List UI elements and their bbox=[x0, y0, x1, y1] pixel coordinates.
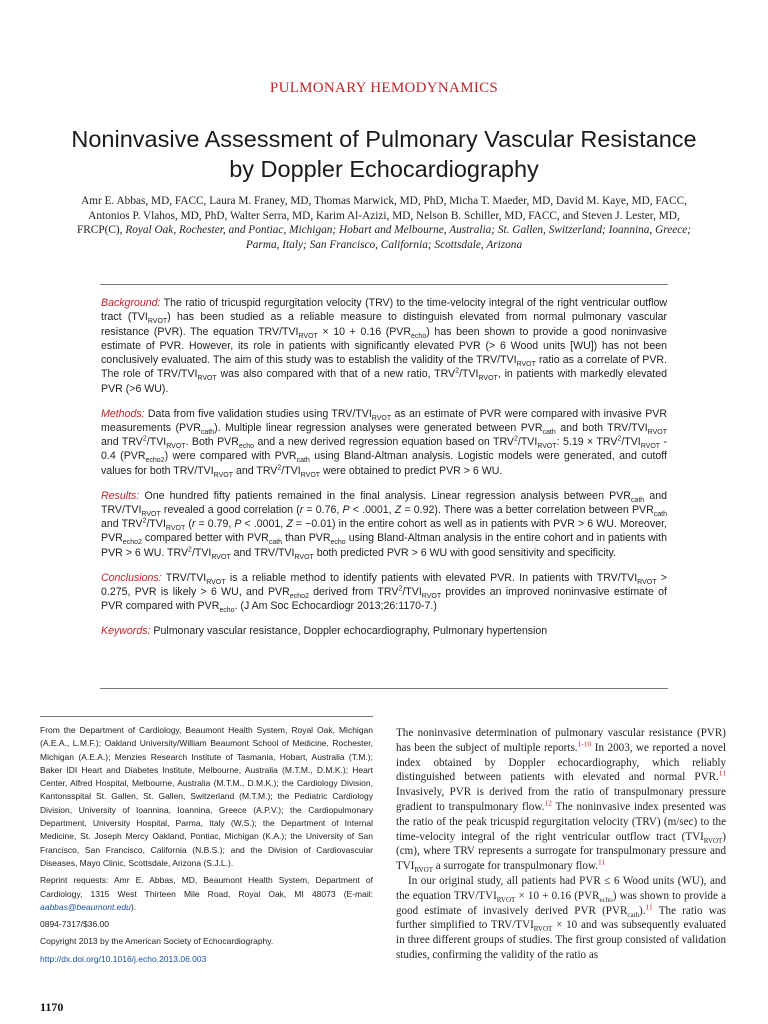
footnote-issn: 0894-7317/$36.00 bbox=[40, 919, 110, 930]
reprint-email[interactable]: aabbas@beaumont.edu bbox=[40, 901, 131, 912]
author-names: Amr E. Abbas, MD, FACC, Laura M. Franey, MD, Thomas Marwick, MD, PhD, Micha T. Maeder, MD, David M. Kaye, MD, FACC, Antonios P. Vlahos, MD, PhD, Walter Serra, MD, Karim Al-Azizi, MD, Nelson B. Schiller, MD, FACC, and Steven J. Lester, MD, FRCP(C), bbox=[76, 195, 687, 237]
abstract-conclusions: Conclusions: TRV/$TVI_{RVOT}$ is a reliable method to identify patients with elevated PVR. In patients with TRV/$TVI_{RVOT} > 0.275$, PVR is likely > 6 WU, and $PVR_{echo2}$ derived from $TRV^2/TVI_{RVOT}$ provides an improved noninvasive estimate of PVR compared with $PVR_{echo}$. (J Am Soc Echocardiogr 2013;26:1170-7.) bbox=[101, 571, 667, 615]
methods-label: Methods: bbox=[101, 407, 145, 420]
footnote-copyright: Copyright 2013 by the American Society of Echocardiography. bbox=[40, 936, 274, 947]
footnote-divider bbox=[40, 716, 373, 717]
section-label: PULMONARY HEMODYNAMICS bbox=[269, 80, 499, 96]
results-label: Results: bbox=[101, 489, 140, 502]
page-number: 1170 bbox=[40, 1000, 64, 1014]
reprint-text: Reprint requests: Amr E. Abbas, MD, Beaumont Health System, Department of Cardiology, 1315 West Thirteen Mile Road, Royal Oak, MI 48073 (E-mail: bbox=[40, 875, 373, 899]
footnote bbox=[40, 724, 373, 970]
body-text-column bbox=[396, 726, 726, 963]
author-affiliations: Royal Oak, Rochester, and Pontiac, Michigan; Hobart and Melbourne, Australia; St. Gallen, Switzerland; Ioannina, Greece; Parma, Italy; San Francisco, California; Scottsdale, Arizona bbox=[125, 224, 692, 251]
doi-link[interactable]: http://dx.doi.org/10.1016/j.echo.2013.06.003 bbox=[40, 953, 207, 964]
background-label: Background: bbox=[101, 297, 161, 309]
body-paragraph-2: In our original study, all patients had PVR ≤ 6 Wood units (WU), and the equation TRV/$TVI_{RVOT} \times 10 + 0.16$ $(PVR_{echo})$ was shown to provide a good estimate of invasively derived PVR $(PVR_{cath}).^{11}$ The ratio was further simplified to TRV/$TVI_{RVOT} \times 10$ and was subsequently evaluated in three different groups of studies. The first group consisted of validation studies, confirming the validity of the ratio as bbox=[396, 874, 726, 961]
keywords-text: Pulmonary vascular resistance, Doppler echocardiography, Pulmonary hypertension bbox=[153, 624, 548, 637]
abstract-results: Results: One hundred fifty patients remained in the final analysis. Linear regression analysis between $PVR_{cath}$ and TRV/$TVI_{RVOT}$ revealed a good correlation (r = 0.76, P < .0001, Z = 0.92). There was a better correlation between $PVR_{cath}$ and $TRV^2/TVI_{RVOT}$ (r = 0.79, P < .0001, Z = −0.01) in the entire cohort as well as in patients with PVR > 6 WU. Moreover, $PVR_{echo2}$ compared better with $PVR_{cath}$ than $PVR_{echo}$ using Bland-Altman analysis in the entire cohort and in patients with PVR > 6 WU. $TRV^2/TVI_{RVOT}$ and TRV/$TVI_{RVOT}$ both predicted PVR > 6 WU with good sensitivity and specificity. bbox=[101, 489, 667, 561]
footnote-reprint bbox=[40, 874, 373, 914]
abstract-keywords bbox=[101, 624, 667, 638]
top-divider bbox=[100, 284, 668, 285]
keywords-label: Keywords: bbox=[101, 624, 151, 637]
body-paragraph-1: The noninvasive determination of pulmonary vascular resistance (PVR) has been the subject of multiple reports.$^{1-10}$ In 2003, we reported a novel index obtained by Doppler echocardiography, which reliably distinguished between patients with elevated and normal PVR.$^{11}$ Invasively, PVR is derived from the ratio of transpulmonary pressure gradient to transpulmonary flow.$^{12}$ The noninvasive index presented was the ratio of the peak tricuspid regurgitation velocity (TRV) (m/sec) to the time-velocity integral of the right ventricular outflow tract $(TVI_{RVOT})$ (cm), where TRV represents a surrogate for transpulmonary pressure and $TVI_{RVOT}$ a surrogate for transpulmonary flow.$^{11}$ bbox=[396, 727, 726, 875]
abstract bbox=[101, 296, 667, 649]
conclusions-label: Conclusions: bbox=[101, 571, 162, 584]
reprint-end: ). bbox=[130, 901, 137, 912]
author-block bbox=[74, 194, 694, 252]
abstract-background: Background: The ratio of tricuspid regurgitation velocity (TRV) to the time-velocity integral of the right ventricular outflow tract $(TVI_{RVOT})$ has been studied as a reliable measure to distinguish elevated from normal pulmonary vascular resistance (PVR). The equation TRV/$TVI_{RVOT} \times 10 + 0.16$ $(PVR_{echo})$ has been shown to provide a good noninvasive estimate of PVR. However, its role in patients with significantly elevated PVR (> 6 Wood units [WU]) has not been conclusively evaluated. The aim of this study was to establish the validity of the TRV/$TVI_{RVOT}$ ratio as a correlate of PVR. The role of TRV/$TVI_{RVOT}$ was also compared with that of a new ratio, $TRV^2/TVI_{RVOT}$, in patients with markedly elevated PVR (>6 WU). bbox=[101, 297, 667, 395]
footnote-affiliations: From the Department of Cardiology, Beaumont Health System, Royal Oak, Michigan (A.E.A., L.M.F.); Oakland University/William Beaumont School of Medicine, Rochester, Michigan (A.E.A.); Menzies Research Institute of Tasmania, Hobart, Australia (T.M.); Baker IDI Heart and Diabetes Institute, Melbourne, Australia (M.T.M., D.M.K.); Heart Center, Alfred Hospital, Melbourne, Australia (M.T.M., D.M.K.); the Cardiology Division, Kantonsspital St. Gallen, St. Gallen, Switzerland (M.T.M.); the Pediatric Cardiology Division, University of Ioannina, Ioannina, Greece (A.P.V.); the Cardiopulmonary Department, University Hospital, Parma, Italy (W.S.); the Department of Internal Medicine, St. Joseph Mercy Oakland, Pontiac, Michigan (K.A.); the University of San Francisco, San Francisco, California (N.B.S.); and the Division of Cardiovascular Diseases, Mayo Clinic, Scottsdale, Arizona (S.J.L.). bbox=[40, 725, 373, 868]
abstract-methods: Methods: Data from five validation studies using TRV/$TVI_{RVOT}$ as an estimate of PVR were compared with invasive PVR measurements $(PVR_{cath})$. Multiple linear regression analyses were generated between $PVR_{cath}$ and both TRV/$TVI_{RVOT}$ and $TRV^2/TVI_{RVOT}$. Both $PVR_{echo}$ and a new derived regression equation based on $TRV^2/TVI_{RVOT}$: $5.19 \times TRV^2/TVI_{RVOT} - 0.4$ $(PVR_{echo2})$ were compared with $PVR_{cath}$ using Bland-Altman analysis. Logistic models were generated, and cutoff values for both TRV/$TVI_{RVOT}$ and $TRV^2/TVI_{RVOT}$ were obtained to predict PVR > 6 WU. bbox=[101, 407, 668, 479]
bottom-divider bbox=[100, 688, 668, 689]
article-title: Noninvasive Assessment of Pulmonary Vascular Resistance by Doppler Echocardiography bbox=[71, 126, 697, 182]
